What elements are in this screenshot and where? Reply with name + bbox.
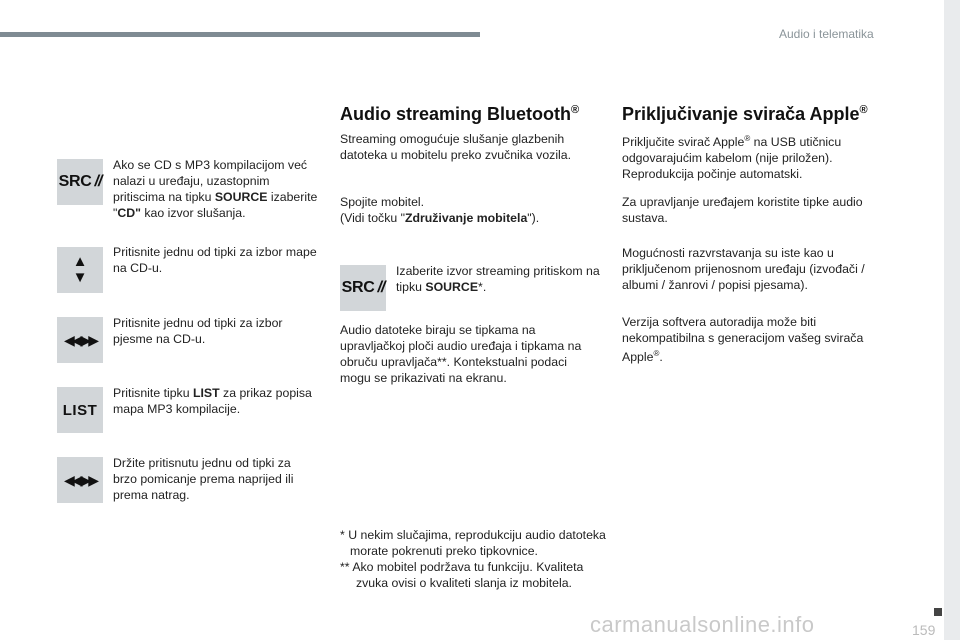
up-down-arrows-icon: ▲ ▼: [57, 247, 103, 293]
bluetooth-controls-note: Audio datoteke biraju se tipkama na upravljačkoj ploči audio uređaja i tipkama na obruču upravljača**. Kontekstualni podaci mogu se prikazivati na ekranu.: [340, 323, 582, 385]
left-item-3-text: Pritisnite jednu od tipki za izbor pjesme na CD-u.: [113, 316, 283, 346]
page-number: 159: [912, 622, 936, 638]
previous-next-arrows-icon: ◀◀ ▶▶: [57, 317, 103, 363]
left-item-4-text: Pritisnite tipku LIST za prikaz popisa mapa MP3 kompilacije.: [113, 386, 312, 416]
list-button-icon: LIST: [57, 387, 103, 433]
left-item-5-text: Držite pritisnutu jednu od tipki za brzo pomicanje prema naprijed ili prema natrag.: [113, 456, 294, 502]
bluetooth-source-step: Izaberite izvor streaming pritiskom na tipku SOURCE*.: [396, 264, 600, 294]
left-item-2-text: Pritisnite jednu od tipki za izbor mape na CD-u.: [113, 245, 317, 275]
apple-connect-text: Priključite svirač Apple® na USB utičnicu odgovarajućim kabelom (nije priložen). Reprodukcija počinje automatski.: [622, 134, 842, 182]
section-header: Audio i telematika: [779, 27, 874, 41]
apple-controls-text: Za upravljanje uređajem koristite tipke audio sustava.: [622, 195, 863, 225]
src-button-icon: SRC //: [57, 159, 103, 205]
bluetooth-connect-step: Spojite mobitel. (Vidi točku "Združivanje mobitela").: [340, 195, 540, 225]
page-end-marker: [934, 608, 942, 616]
apple-section-title: Priključivanje svirača Apple®: [622, 104, 868, 124]
side-strip: [944, 0, 960, 640]
apple-compatibility-text: Verzija softvera autoradija može biti nekompatibilna s generacijom vašeg svirača Apple®.: [622, 315, 864, 365]
watermark: carmanualsonline.info: [590, 612, 815, 637]
fast-forward-rewind-arrows-icon: ◀◀ ▶▶: [57, 457, 103, 503]
bluetooth-section-title: Audio streaming Bluetooth®: [340, 104, 580, 124]
apple-sorting-text: Mogućnosti razvrstavanja su iste kao u priključenom prijenosnom uređaju (izvođači / albumi / žanrovi / popisi pjesama).: [622, 246, 865, 292]
src-button-icon: SRC //: [340, 265, 386, 311]
footnotes: * U nekim slučajima, reprodukciju audio datoteka morate pokrenuti preko tipkovnice. ** Ako mobitel podržava tu funkciju. Kvaliteta zvuka ovisi o kvaliteti slanja iz mobitela.: [340, 528, 606, 590]
bluetooth-intro: Streaming omogućuje slušanje glazbenih datoteka u mobitelu preko zvučnika vozila.: [340, 132, 572, 162]
left-item-1-text: Ako se CD s MP3 kompilacijom već nalazi u uređaju, uzastopnim pritiscima na tipku SOURCE izaberite "CD" kao izvor slušanja.: [113, 158, 318, 220]
top-rule: [0, 32, 480, 37]
